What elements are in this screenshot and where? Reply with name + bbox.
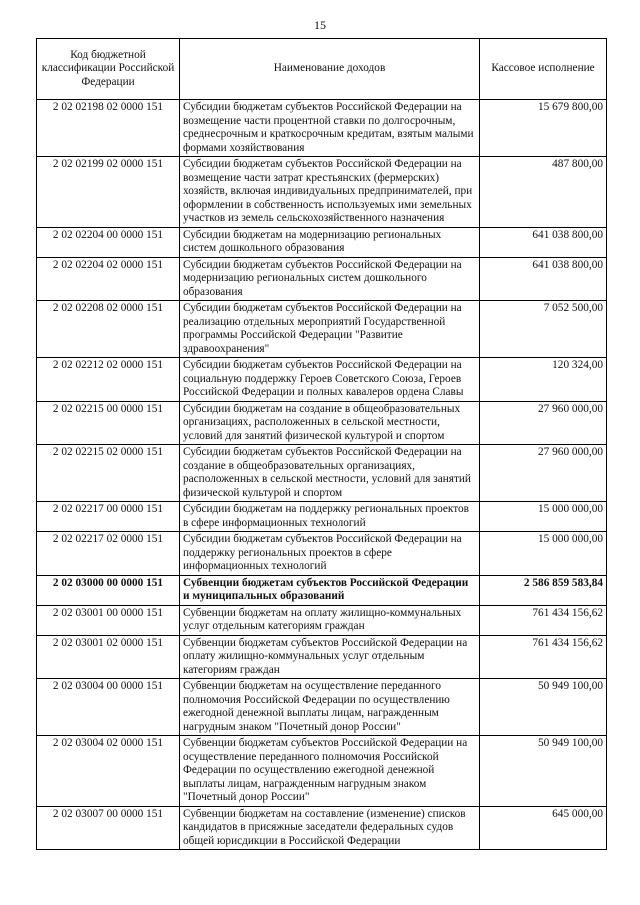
row-code-cell: 2 02 03004 00 0000 151 bbox=[37, 679, 180, 736]
header-code: Код бюджетной классификации Российской Федерации bbox=[37, 39, 180, 100]
row-name-cell: Субвенции бюджетам субъектов Российской Федерации на оплату жилищно-коммунальных услуг отдельным категориям граждан bbox=[180, 635, 480, 679]
row-amount-cell: 487 800,00 bbox=[480, 157, 607, 228]
row-name-cell: Субсидии бюджетам субъектов Российской Федерации на социальную поддержку Героев Советского Союза, Героев Российской Федерации и полных кавалеров ордена Славы bbox=[180, 358, 480, 402]
row-code-cell: 2 02 02198 02 0000 151 bbox=[37, 100, 180, 157]
table-row bbox=[37, 532, 607, 576]
row-code-cell: 2 02 02204 00 0000 151 bbox=[37, 227, 180, 257]
table-row bbox=[37, 679, 607, 736]
table-row bbox=[37, 575, 607, 605]
row-amount-cell: 15 000 000,00 bbox=[480, 532, 607, 576]
row-code-cell: 2 02 02208 02 0000 151 bbox=[37, 301, 180, 358]
table-row bbox=[37, 806, 607, 850]
row-name-cell: Субсидии бюджетам субъектов Российской Федерации на создание в общеобразовательных организациях, расположенных в сельской местности, условий для занятий физической культурой и спортом bbox=[180, 445, 480, 502]
row-code-cell: 2 02 02199 02 0000 151 bbox=[37, 157, 180, 228]
row-amount-cell: 15 679 800,00 bbox=[480, 100, 607, 157]
row-amount-cell: 15 000 000,00 bbox=[480, 502, 607, 532]
row-code-cell: 2 02 02215 00 0000 151 bbox=[37, 401, 180, 445]
row-code-cell: 2 02 03001 00 0000 151 bbox=[37, 605, 180, 635]
row-amount-cell: 7 052 500,00 bbox=[480, 301, 607, 358]
row-amount-cell: 27 960 000,00 bbox=[480, 445, 607, 502]
row-amount-cell: 50 949 100,00 bbox=[480, 736, 607, 807]
table-row bbox=[37, 100, 607, 157]
table-row bbox=[37, 257, 607, 301]
table-row bbox=[37, 502, 607, 532]
row-name-cell: Субсидии бюджетам на модернизацию региональных систем дошкольного образования bbox=[180, 227, 480, 257]
row-code-cell: 2 02 02217 02 0000 151 bbox=[37, 532, 180, 576]
row-name-cell: Субсидии бюджетам субъектов Российской Федерации на модернизацию региональных систем дошкольного образования bbox=[180, 257, 480, 301]
row-amount-cell: 2 586 859 583,84 bbox=[480, 575, 607, 605]
row-amount-cell: 641 038 800,00 bbox=[480, 227, 607, 257]
header-amount: Кассовое исполнение bbox=[480, 39, 607, 100]
row-name-cell: Субвенции бюджетам на составление (изменение) списков кандидатов в присяжные заседатели федеральных судов общей юрисдикции в Российской Федерации bbox=[180, 806, 480, 850]
row-code-cell: 2 02 02212 02 0000 151 bbox=[37, 358, 180, 402]
row-name-cell: Субсидии бюджетам на создание в общеобразовательных организациях, расположенных в сельской местности, условий для занятий физической культурой и спортом bbox=[180, 401, 480, 445]
row-code-cell: 2 02 02204 02 0000 151 bbox=[37, 257, 180, 301]
row-code-cell: 2 02 02215 02 0000 151 bbox=[37, 445, 180, 502]
table-row bbox=[37, 227, 607, 257]
table-row bbox=[37, 401, 607, 445]
row-amount-cell: 761 434 156,62 bbox=[480, 605, 607, 635]
row-amount-cell: 27 960 000,00 bbox=[480, 401, 607, 445]
row-code-cell: 2 02 03004 02 0000 151 bbox=[37, 736, 180, 807]
table-row bbox=[37, 445, 607, 502]
row-amount-cell: 50 949 100,00 bbox=[480, 679, 607, 736]
table-row bbox=[37, 736, 607, 807]
row-amount-cell: 120 324,00 bbox=[480, 358, 607, 402]
row-name-cell: Субвенции бюджетам субъектов Российской Федерации на осуществление переданного полномочия Российской Федерации по осуществлению ежегодной денежной выплаты лицам, награжденным нагрудным знаком "Почетный донор России" bbox=[180, 736, 480, 807]
table-header-row bbox=[37, 39, 607, 100]
revenue-table bbox=[36, 38, 607, 850]
row-code-cell: 2 02 03000 00 0000 151 bbox=[37, 575, 180, 605]
row-amount-cell: 761 434 156,62 bbox=[480, 635, 607, 679]
table-row bbox=[37, 157, 607, 228]
table-row bbox=[37, 635, 607, 679]
row-name-cell: Субсидии бюджетам субъектов Российской Федерации на возмещение части процентной ставки по долгосрочным, среднесрочным и краткосрочным кредитам, взятым малыми формами хозяйствования bbox=[180, 100, 480, 157]
row-name-cell: Субвенции бюджетам субъектов Российской Федерации и муниципальных образований bbox=[180, 575, 480, 605]
row-name-cell: Субсидии бюджетам на поддержку региональных проектов в сфере информационных технологий bbox=[180, 502, 480, 532]
row-name-cell: Субсидии бюджетам субъектов Российской Федерации на реализацию отдельных мероприятий Государственной программы Российской Федерации "Развитие здравоохранения" bbox=[180, 301, 480, 358]
table-row bbox=[37, 301, 607, 358]
header-name: Наименование доходов bbox=[180, 39, 480, 100]
row-code-cell: 2 02 02217 00 0000 151 bbox=[37, 502, 180, 532]
row-code-cell: 2 02 03001 02 0000 151 bbox=[37, 635, 180, 679]
table-row bbox=[37, 358, 607, 402]
row-code-cell: 2 02 03007 00 0000 151 bbox=[37, 806, 180, 850]
row-amount-cell: 641 038 800,00 bbox=[480, 257, 607, 301]
row-name-cell: Субсидии бюджетам субъектов Российской Федерации на возмещение части затрат крестьянских (фермерских) хозяйств, включая индивидуальных предпринимателей, при оформлении в собственность используемых ими земельных участков из земель сельскохозяйственного назначения bbox=[180, 157, 480, 228]
row-name-cell: Субсидии бюджетам субъектов Российской Федерации на поддержку региональных проектов в сфере информационных технологий bbox=[180, 532, 480, 576]
row-name-cell: Субвенции бюджетам на осуществление переданного полномочия Российской Федерации по осуществлению ежегодной денежной выплаты лицам, награжденным нагрудным знаком "Почетный донор России" bbox=[180, 679, 480, 736]
row-name-cell: Субвенции бюджетам на оплату жилищно-коммунальных услуг отдельным категориям граждан bbox=[180, 605, 480, 635]
page-number: 15 bbox=[314, 18, 326, 32]
row-amount-cell: 645 000,00 bbox=[480, 806, 607, 850]
table-row bbox=[37, 605, 607, 635]
